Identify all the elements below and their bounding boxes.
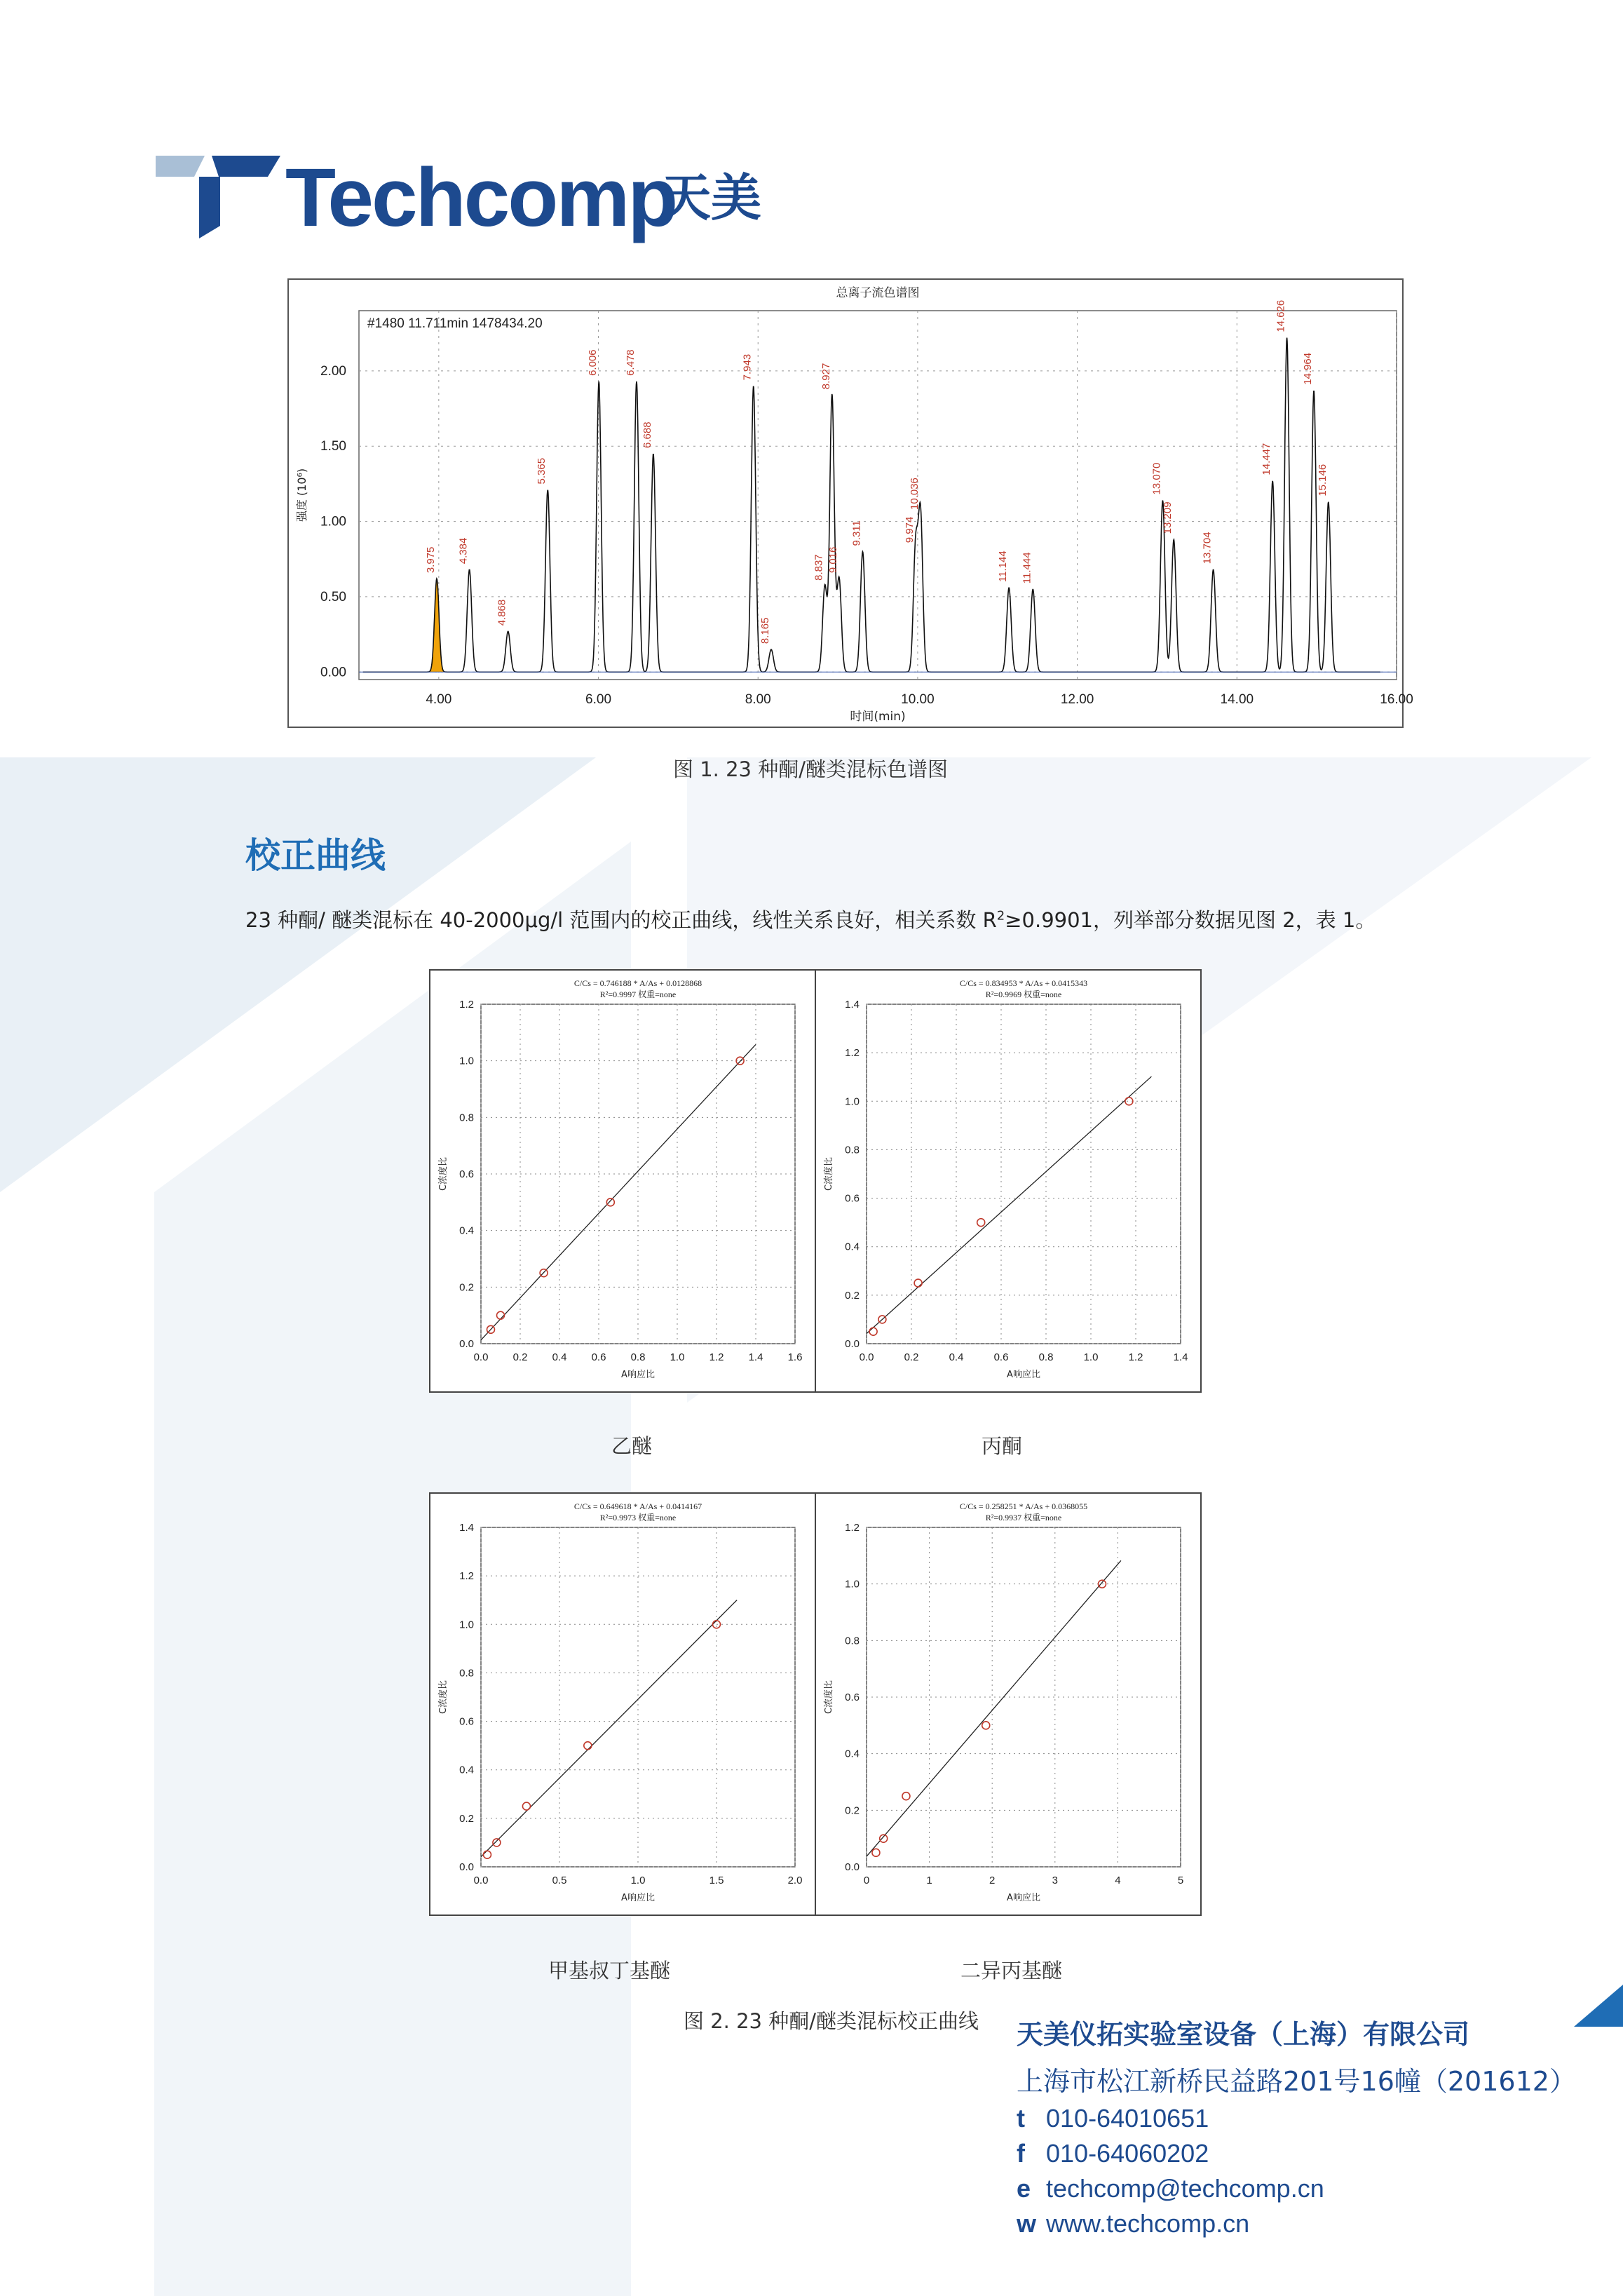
cal-ytick-label: 0.8: [845, 1635, 860, 1647]
cal-xlabel: A响应比: [621, 1893, 655, 1903]
cal-ylabel: C浓度比: [438, 1680, 449, 1715]
chrom-peak-label: 15.146: [1316, 464, 1329, 497]
cal-ytick-label: 0.6: [459, 1715, 474, 1728]
cal-xtick-label: 0.2: [904, 1351, 919, 1363]
calibration-plot-2: [816, 971, 1200, 1391]
cal-xtick-label: 1.0: [630, 1875, 646, 1886]
cal-ylabel: C浓度比: [438, 1156, 449, 1191]
cal-ytick-label: 1.2: [459, 1570, 474, 1583]
chrom-signal-trace: [363, 338, 1380, 673]
cal-data-point: [493, 1839, 501, 1846]
figure2-caption: 图 2. 23 种酮/醚类混标校正曲线: [684, 2009, 979, 2033]
cal-xtick-label: 0.0: [473, 1351, 489, 1363]
chromatogram-chart: [289, 280, 1413, 727]
cal-xtick-label: 0.5: [552, 1875, 567, 1886]
calibration-plot-3: [430, 1494, 815, 1915]
cal-data-point: [483, 1851, 491, 1858]
cal-ytick-label: 0.2: [845, 1289, 860, 1302]
chart-name-3: 甲基叔丁基醚: [548, 1959, 671, 1983]
calibration-chart-2: [815, 969, 1202, 1393]
cal-xtick-label: 0.0: [473, 1875, 489, 1886]
cal-ytick-label: 0.4: [459, 1764, 474, 1776]
cal-xtick-label: 1.4: [1173, 1351, 1188, 1363]
cal-ytick-label: 0.6: [459, 1168, 474, 1180]
calibration-chart-4: [815, 1492, 1202, 1916]
chrom-plot-area: [359, 311, 1397, 680]
cal-data-point: [869, 1328, 877, 1335]
cal-ylabel: C浓度比: [824, 1156, 834, 1191]
chrom-peak-label: 9.016: [827, 546, 839, 574]
chrom-peak-label: 8.165: [759, 617, 772, 644]
cal-ytick-label: 0.8: [845, 1144, 860, 1156]
chrom-ytick-label: 0.50: [320, 589, 346, 605]
chrom-ytick-label: 0.00: [320, 665, 346, 680]
chrom-ylabel: 强度 (10⁶): [295, 468, 308, 522]
footer-address: 上海市松江新桥民益路201号16幢（201612）: [1017, 2066, 1576, 2097]
chrom-peak-label: 4.384: [457, 537, 470, 565]
cal-xtick-label: 2: [989, 1875, 996, 1886]
chrom-peak-label: 3.975: [425, 546, 437, 574]
cal-fit-line: [481, 1044, 756, 1339]
footer-company: 天美仪拓实验室设备（上海）有限公司: [1017, 2019, 1470, 2050]
chrom-xtick-label: 10.00: [901, 692, 935, 707]
cal-data-point: [522, 1802, 530, 1810]
cal-xtick-label: 1.2: [1128, 1351, 1143, 1363]
chromatogram-figure: [287, 278, 1413, 728]
logo-wordmark-cn: 天美: [660, 168, 762, 227]
cal-equation: C/Cs = 0.258251 * A/As + 0.0368055: [959, 1501, 1088, 1511]
chrom-peak-label: 10.036: [909, 478, 921, 510]
email-label: e: [1017, 2174, 1031, 2203]
cal-ytick-label: 0.8: [459, 1112, 474, 1124]
cal-ytick-label: 0.0: [459, 1338, 474, 1350]
footer-fax: [1017, 2139, 1576, 2168]
cal-data-point: [584, 1742, 592, 1750]
cal-ytick-label: 1.0: [459, 1055, 474, 1067]
cal-ytick-label: 0.8: [459, 1667, 474, 1680]
cal-r2: R²=0.9997 权重=none: [599, 990, 677, 999]
cal-xtick-label: 5: [1177, 1875, 1184, 1886]
chrom-peak-label: 11.444: [1021, 552, 1033, 584]
chrom-ytick-label: 1.50: [320, 439, 346, 454]
body-paragraph: [245, 905, 1376, 933]
chrom-peak-label: 4.868: [496, 599, 508, 626]
chart-name-2: 丙酮: [982, 1434, 1023, 1458]
cal-xtick-label: 0.4: [949, 1351, 964, 1363]
techcomp-logo: [156, 149, 773, 247]
chrom-xlabel: 时间(min): [850, 710, 906, 724]
chrom-peak-label: 5.365: [536, 457, 548, 485]
email-link[interactable]: techcomp@techcomp.cn: [1046, 2174, 1324, 2203]
cal-ytick-label: 0.2: [459, 1812, 474, 1825]
cal-xtick-label: 0.6: [993, 1351, 1009, 1363]
cal-ytick-label: 0.0: [845, 1861, 860, 1873]
chrom-peak-label: 14.447: [1261, 443, 1273, 475]
chrom-peak-label: 13.209: [1162, 501, 1174, 534]
cal-fit-line: [867, 1560, 1121, 1856]
cal-xtick-label: 1.2: [709, 1351, 724, 1363]
website-label: w: [1017, 2209, 1037, 2238]
cal-xtick-label: 0.4: [552, 1351, 567, 1363]
figure1-caption: 图 1. 23 种酮/醚类混标色谱图: [673, 757, 948, 781]
cal-r2: R²=0.9969 权重=none: [985, 990, 1062, 999]
footer-phone: [1017, 2104, 1576, 2133]
logo-wordmark: Techcomp: [285, 151, 677, 244]
cal-ytick-label: 1.0: [459, 1619, 474, 1631]
chrom-ytick-label: 2.00: [320, 363, 346, 379]
cal-ytick-label: 1.0: [845, 1578, 860, 1591]
cal-ytick-label: 0.4: [845, 1241, 860, 1253]
footer-email: [1017, 2174, 1576, 2203]
calibration-plot-4: [816, 1494, 1200, 1915]
cal-xtick-label: 4: [1115, 1875, 1121, 1886]
footer-contact: [1017, 2013, 1576, 2238]
cal-xtick-label: 3: [1052, 1875, 1058, 1886]
chrom-highlight-peak: [429, 579, 445, 672]
chrom-peak-label: 6.006: [587, 349, 599, 376]
para-superscript: 2: [996, 908, 1005, 924]
chrom-peak-label: 14.964: [1302, 352, 1315, 385]
cal-data-point: [982, 1722, 990, 1729]
cal-ytick-label: 1.4: [845, 999, 860, 1011]
cal-xtick-label: 1.0: [670, 1351, 685, 1363]
cal-xtick-label: 0.8: [1038, 1351, 1054, 1363]
chrom-info: #1480 11.711min 1478434.20: [367, 316, 543, 331]
cal-data-point: [914, 1279, 922, 1287]
corner-triangle-icon: [1574, 1985, 1623, 2027]
cal-ytick-label: 1.4: [459, 1522, 474, 1534]
cal-xtick-label: 0.0: [859, 1351, 874, 1363]
chrom-peak-label: 14.626: [1275, 299, 1287, 332]
cal-ytick-label: 1.0: [845, 1095, 860, 1108]
cal-ytick-label: 0.2: [459, 1281, 474, 1294]
chrom-peak-label: 7.943: [741, 353, 754, 381]
cal-ytick-label: 0.6: [845, 1691, 860, 1703]
cal-equation: C/Cs = 0.746188 * A/As + 0.0128868: [573, 978, 702, 988]
cal-ytick-label: 0.4: [845, 1748, 860, 1760]
chrom-xtick-label: 8.00: [745, 692, 771, 707]
fax-value: 010-64060202: [1046, 2139, 1209, 2168]
chrom-xtick-label: 14.00: [1220, 692, 1254, 707]
cal-data-point: [902, 1792, 910, 1800]
chrom-xtick-label: 12.00: [1060, 692, 1094, 707]
chrom-peak-label: 13.704: [1201, 532, 1214, 565]
cal-ytick-label: 1.2: [845, 1522, 860, 1534]
cal-data-point: [880, 1835, 888, 1842]
website-link[interactable]: www.techcomp.cn: [1046, 2209, 1250, 2238]
chrom-peak-label: 9.974: [903, 516, 916, 543]
cal-xtick-label: 1.6: [787, 1351, 803, 1363]
cal-data-point: [872, 1849, 880, 1856]
cal-ytick-label: 0.0: [845, 1338, 860, 1350]
phone-label: t: [1017, 2104, 1025, 2133]
chrom-xtick-label: 6.00: [585, 692, 612, 707]
logo-mark-icon: [156, 149, 282, 247]
chrom-peak-label: 8.837: [813, 554, 825, 581]
para-text-after: ≥0.9901，列举部分数据见图 2，表 1。: [1005, 908, 1376, 932]
cal-xlabel: A响应比: [1007, 1893, 1040, 1903]
chrom-peak-label: 6.478: [624, 349, 637, 376]
section-title: 校正曲线: [245, 835, 386, 876]
cal-xtick-label: 0.6: [591, 1351, 606, 1363]
calibration-chart-1: [429, 969, 816, 1393]
chrom-title: 总离子流色谱图: [836, 286, 920, 300]
cal-ytick-label: 0.4: [459, 1224, 474, 1237]
calibration-chart-3: [429, 1492, 816, 1916]
cal-ytick-label: 1.2: [845, 1047, 860, 1060]
calibration-plot-1: [430, 971, 815, 1391]
chrom-peak-label: 9.311: [850, 520, 863, 546]
cal-ylabel: C浓度比: [824, 1680, 834, 1715]
phone-value: 010-64010651: [1046, 2104, 1209, 2133]
fax-label: f: [1017, 2139, 1025, 2168]
chrom-xtick-label: 16.00: [1380, 692, 1413, 707]
cal-xtick-label: 1.4: [748, 1351, 763, 1363]
cal-ytick-label: 1.2: [459, 999, 474, 1011]
cal-r2: R²=0.9937 权重=none: [985, 1513, 1062, 1522]
cal-equation: C/Cs = 0.834953 * A/As + 0.0415343: [959, 978, 1088, 988]
chrom-ytick-label: 1.00: [320, 514, 346, 529]
chrom-peak-label: 13.070: [1150, 462, 1163, 495]
cal-xtick-label: 0.8: [630, 1351, 646, 1363]
chart-name-4: 二异丙基醚: [960, 1959, 1063, 1983]
cal-equation: C/Cs = 0.649618 * A/As + 0.0414167: [573, 1501, 702, 1511]
cal-xtick-label: 1: [926, 1875, 932, 1886]
cal-plot-area: [481, 1527, 795, 1867]
cal-ytick-label: 0.2: [845, 1804, 860, 1817]
cal-data-point: [977, 1219, 985, 1227]
cal-xlabel: A响应比: [621, 1370, 655, 1380]
cal-plot-area: [867, 1004, 1181, 1344]
chart-name-1: 乙醚: [611, 1434, 653, 1458]
cal-ytick-label: 0.0: [459, 1861, 474, 1873]
chrom-peak-label: 11.144: [997, 551, 1010, 583]
cal-xtick-label: 1.0: [1083, 1351, 1099, 1363]
para-text-before: 23 种酮/ 醚类混标在 40-2000μg/l 范围内的校正曲线，线性关系良好，相关系数 R: [245, 908, 997, 932]
chrom-xtick-label: 4.00: [426, 692, 452, 707]
chrom-peak-label: 6.688: [641, 421, 653, 448]
cal-r2: R²=0.9973 权重=none: [599, 1513, 677, 1522]
cal-ytick-label: 0.6: [845, 1192, 860, 1205]
cal-xtick-label: 1.5: [709, 1875, 724, 1886]
cal-xtick-label: 0: [863, 1875, 870, 1886]
cal-data-point: [606, 1198, 614, 1206]
chrom-peak-label: 8.927: [820, 363, 832, 390]
cal-xtick-label: 2.0: [787, 1875, 803, 1886]
cal-xlabel: A响应比: [1007, 1370, 1040, 1380]
cal-xtick-label: 0.2: [512, 1351, 528, 1363]
footer-website: [1017, 2209, 1576, 2238]
